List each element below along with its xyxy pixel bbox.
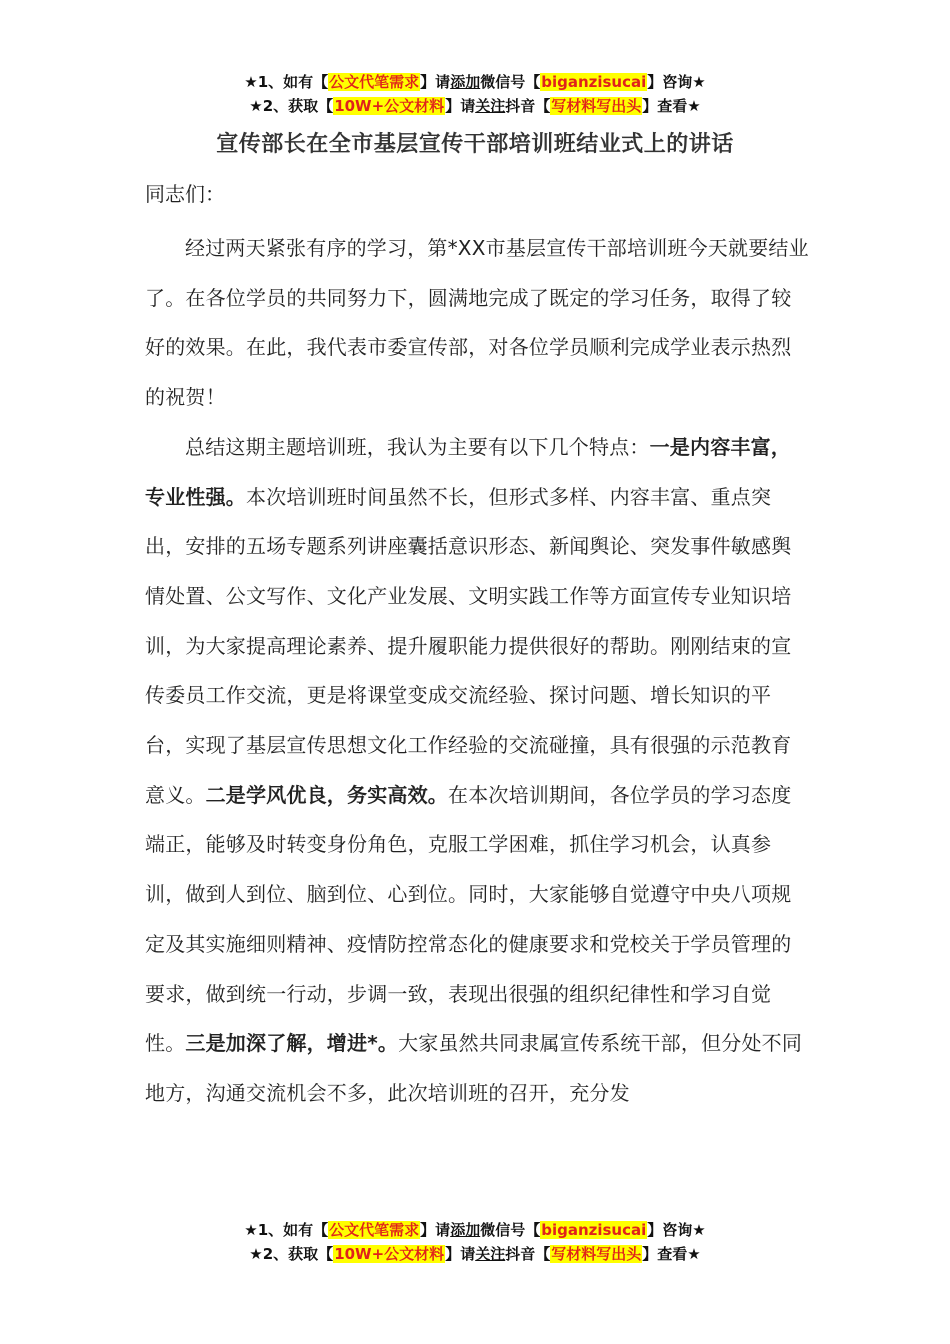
highlight-service: 公文代笔需求 (329, 1221, 420, 1239)
highlight-materials: 10W+公文材料 (334, 1245, 445, 1263)
banner-line-1-bottom: ★1、如有【公文代笔需求】请添加微信号【biganzisucai】咨询★ (244, 1221, 706, 1239)
highlight-douyin: 写材料写出头 (551, 97, 642, 115)
point-1-heading: 一是内容丰富，专业性强。 (145, 434, 792, 509)
highlight-wechat-id: biganzisucai (541, 1221, 647, 1239)
top-banner (0, 70, 950, 118)
highlight-douyin: 写材料写出头 (551, 1245, 642, 1263)
highlight-wechat-id: biganzisucai (541, 73, 647, 91)
greeting: 同志们： (145, 182, 225, 206)
point-3-heading: 三是加深了解，增进*。 (185, 1031, 399, 1056)
bottom-banner (0, 1218, 950, 1266)
paragraph-1: 经过两天紧张有序的学习，第*XX市基层宣传干部培训班今天就要结业了。在各位学员的共同努力下，圆满地完成了既定的学习任务，取得了较好的效果。在此，我代表市委宣传部，对各位学员顺利完成学业表示热烈的祝贺！ (145, 236, 809, 410)
document-body (145, 224, 810, 1119)
highlight-service: 公文代笔需求 (329, 73, 420, 91)
banner-line-2: ★2、获取【10W+公文材料】请关注抖音【写材料写出头】查看★ (249, 97, 701, 115)
highlight-materials: 10W+公文材料 (334, 97, 445, 115)
document-title: 宣传部长在全市基层宣传干部培训班结业式上的讲话 (216, 132, 734, 157)
banner-line-2-bottom: ★2、获取【10W+公文材料】请关注抖音【写材料写出头】查看★ (249, 1245, 701, 1263)
banner-line-1: ★1、如有【公文代笔需求】请添加微信号【biganzisucai】咨询★ (244, 73, 706, 91)
point-2-heading: 二是学风优良，务实高效。 (205, 782, 449, 807)
paragraph-2: 总结这期主题培训班，我认为主要有以下几个特点：一是内容丰富，专业性强。本次培训班时间虽然不长，但形式多样、内容丰富、重点突出，安排的五场专题系列讲座囊括意识形态、新闻舆论、突发事件敏感舆情处置、公文写作、文化产业发展、文明实践工作等方面宣传专业知识培训，为大家提高理论素养、提升履职能力提供很好的帮助。刚刚结束的宣传委员工作交流，更是将课堂变成交流经验、探讨问题、增长知识的平台，实现了基层宣传思想文化工作经验的交流碰撞，具有很强的示范教育意义。二是学风优良，务实高效。在本次培训期间，各位学员的学习态度端正，能够及时转变身份角色，克服工学困难，抓住学习机会，认真参训，做到人到位、脑到位、心到位。同时，大家能够自觉遵守中央八项规定及其实施细则精神、疫情防控常态化的健康要求和党校关于学员管理的要求，做到统一行动，步调一致，表现出很强的组织纪律性和学习自觉性。三是加深了解，增进*。大家虽然共同隶属宣传系统干部，但分处不同地方，沟通交流机会不多，此次培训班的召开，充分发 (145, 434, 803, 1105)
